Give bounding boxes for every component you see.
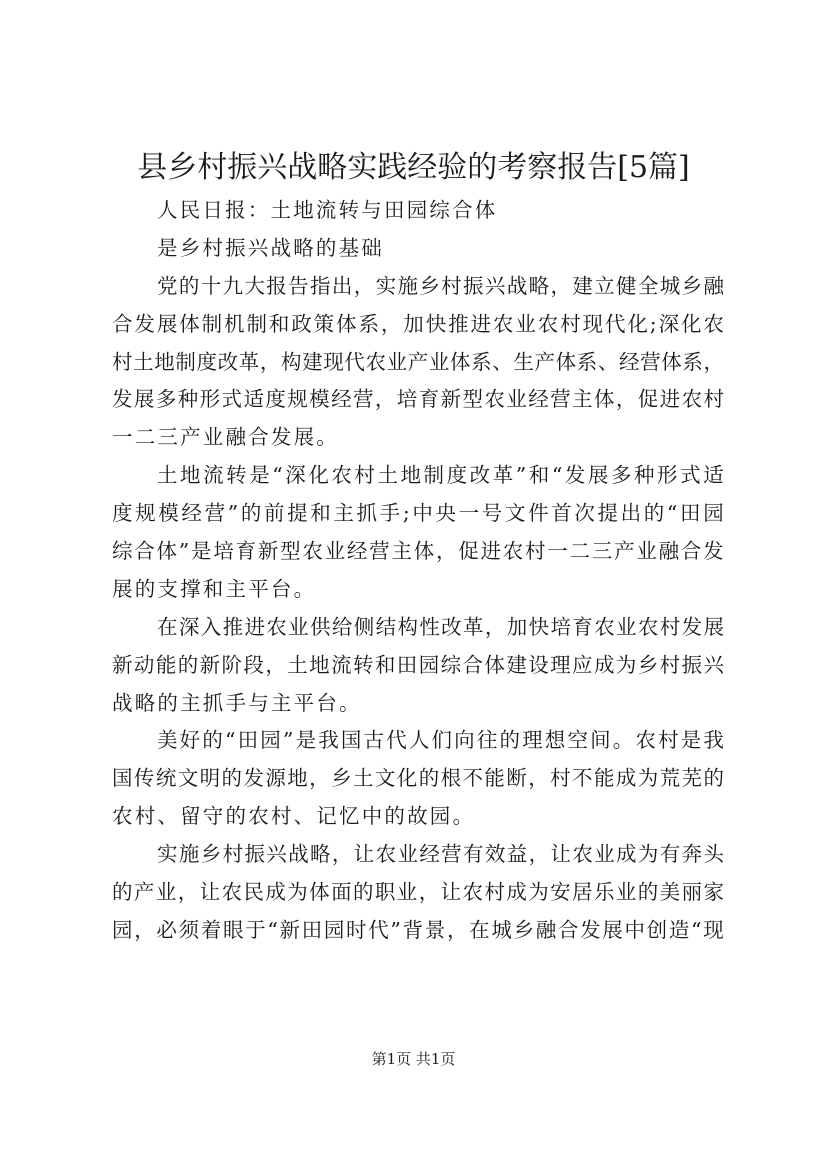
paragraph-line: 美 好 的 “ 田 园 ” 是 我 国 古 代 人 们 向 往 的 理 想 空 间 。 农 村 是 我 — [157, 728, 724, 753]
paragraph-line: 综 合 体 ” 是 培 育 新 型 农 业 经 营 主 体 ， 促 进 农 村 一 二 三 产 业 融 合 发 — [112, 539, 724, 564]
paragraph-line: 展的支撑和主平台。 — [112, 576, 317, 601]
paragraph-line: 土 地 流 转 是 “ 深 化 农 村 土 地 制 度 改 革 ” 和 “ 发 展 多 种 形 式 适 — [157, 463, 724, 488]
paragraph-line: 实 施 乡 村 振 兴 战 略 ， 让 农 业 经 营 有 效 益 ， 让 农 业 成 为 有 奔 头 — [157, 842, 724, 867]
paragraph-line: 新 动 能 的 新 阶 段 ， 土 地 流 转 和 田 园 综 合 体 建 设 理 应 成 为 乡 村 振 兴 — [112, 652, 724, 677]
paragraph-line: 是乡村振兴战略的基础 — [157, 235, 384, 260]
paragraph-line: 农村、留守的农村、记忆中的故园。 — [112, 804, 476, 829]
paragraph — [112, 609, 724, 723]
paragraph-line: 党 的 十 九 大 报 告 指 出 ， 实 施 乡 村 振 兴 战 略 ， 建 立 健 全 城 乡 融 — [157, 273, 724, 298]
paragraph-line: 度 规 模 经 营 ” 的 前 提 和 主 抓 手 ; 中 央 一 号 文 件 首 次 提 出 的 “ 田 园 — [112, 501, 724, 526]
document-title: 县乡村振兴战略实践经验的考察报告[5篇] — [137, 150, 690, 185]
paragraph-line: 国 传 统 文 明 的 发 源 地 ， 乡 土 文 化 的 根 不 能 断 ， 村 不 能 成 为 荒 芜 的 — [112, 766, 724, 791]
paragraph — [112, 836, 724, 950]
paragraph — [112, 268, 724, 457]
paragraph-line: 合 发 展 体 制 机 制 和 政 策 体 系 ， 加 快 推 进 农 业 农 村 现 代 化 ; 深 化 农 — [112, 311, 724, 336]
paragraph-line: 园 ， 必 须 着 眼 于 “ 新 田 园 时 代 ” 背 景 ， 在 城 乡 融 合 发 展 中 创 造 “ 现 — [112, 917, 724, 942]
paragraph — [112, 192, 724, 230]
paragraph — [112, 457, 724, 609]
document-body — [112, 192, 724, 950]
page-footer: 第1页 共1页 — [371, 1050, 456, 1068]
paragraph-line: 人民日报：土地流转与田园综合体 — [157, 198, 498, 222]
paragraph-line: 村 土 地 制 度 改 革 ， 构 建 现 代 农 业 产 业 体 系 、 生 产 体 系 、 经 营 体 系 ， — [112, 349, 724, 374]
paragraph — [112, 230, 724, 268]
paragraph-line: 在 深 入 推 进 农 业 供 给 侧 结 构 性 改 革 ， 加 快 培 育 农 业 农 村 发 展 — [157, 614, 724, 639]
paragraph — [112, 722, 724, 836]
paragraph-line: 战略的主抓手与主平台。 — [112, 690, 362, 715]
paragraph-line: 一二三产业融合发展。 — [112, 425, 339, 450]
paragraph-line: 的 产 业 ， 让 农 民 成 为 体 面 的 职 业 ， 让 农 村 成 为 安 居 乐 业 的 美 丽 家 — [112, 880, 724, 905]
paragraph-line: 发 展 多 种 形 式 适 度 规 模 经 营 ， 培 育 新 型 农 业 经 营 主 体 ， 促 进 农 村 — [112, 387, 724, 412]
